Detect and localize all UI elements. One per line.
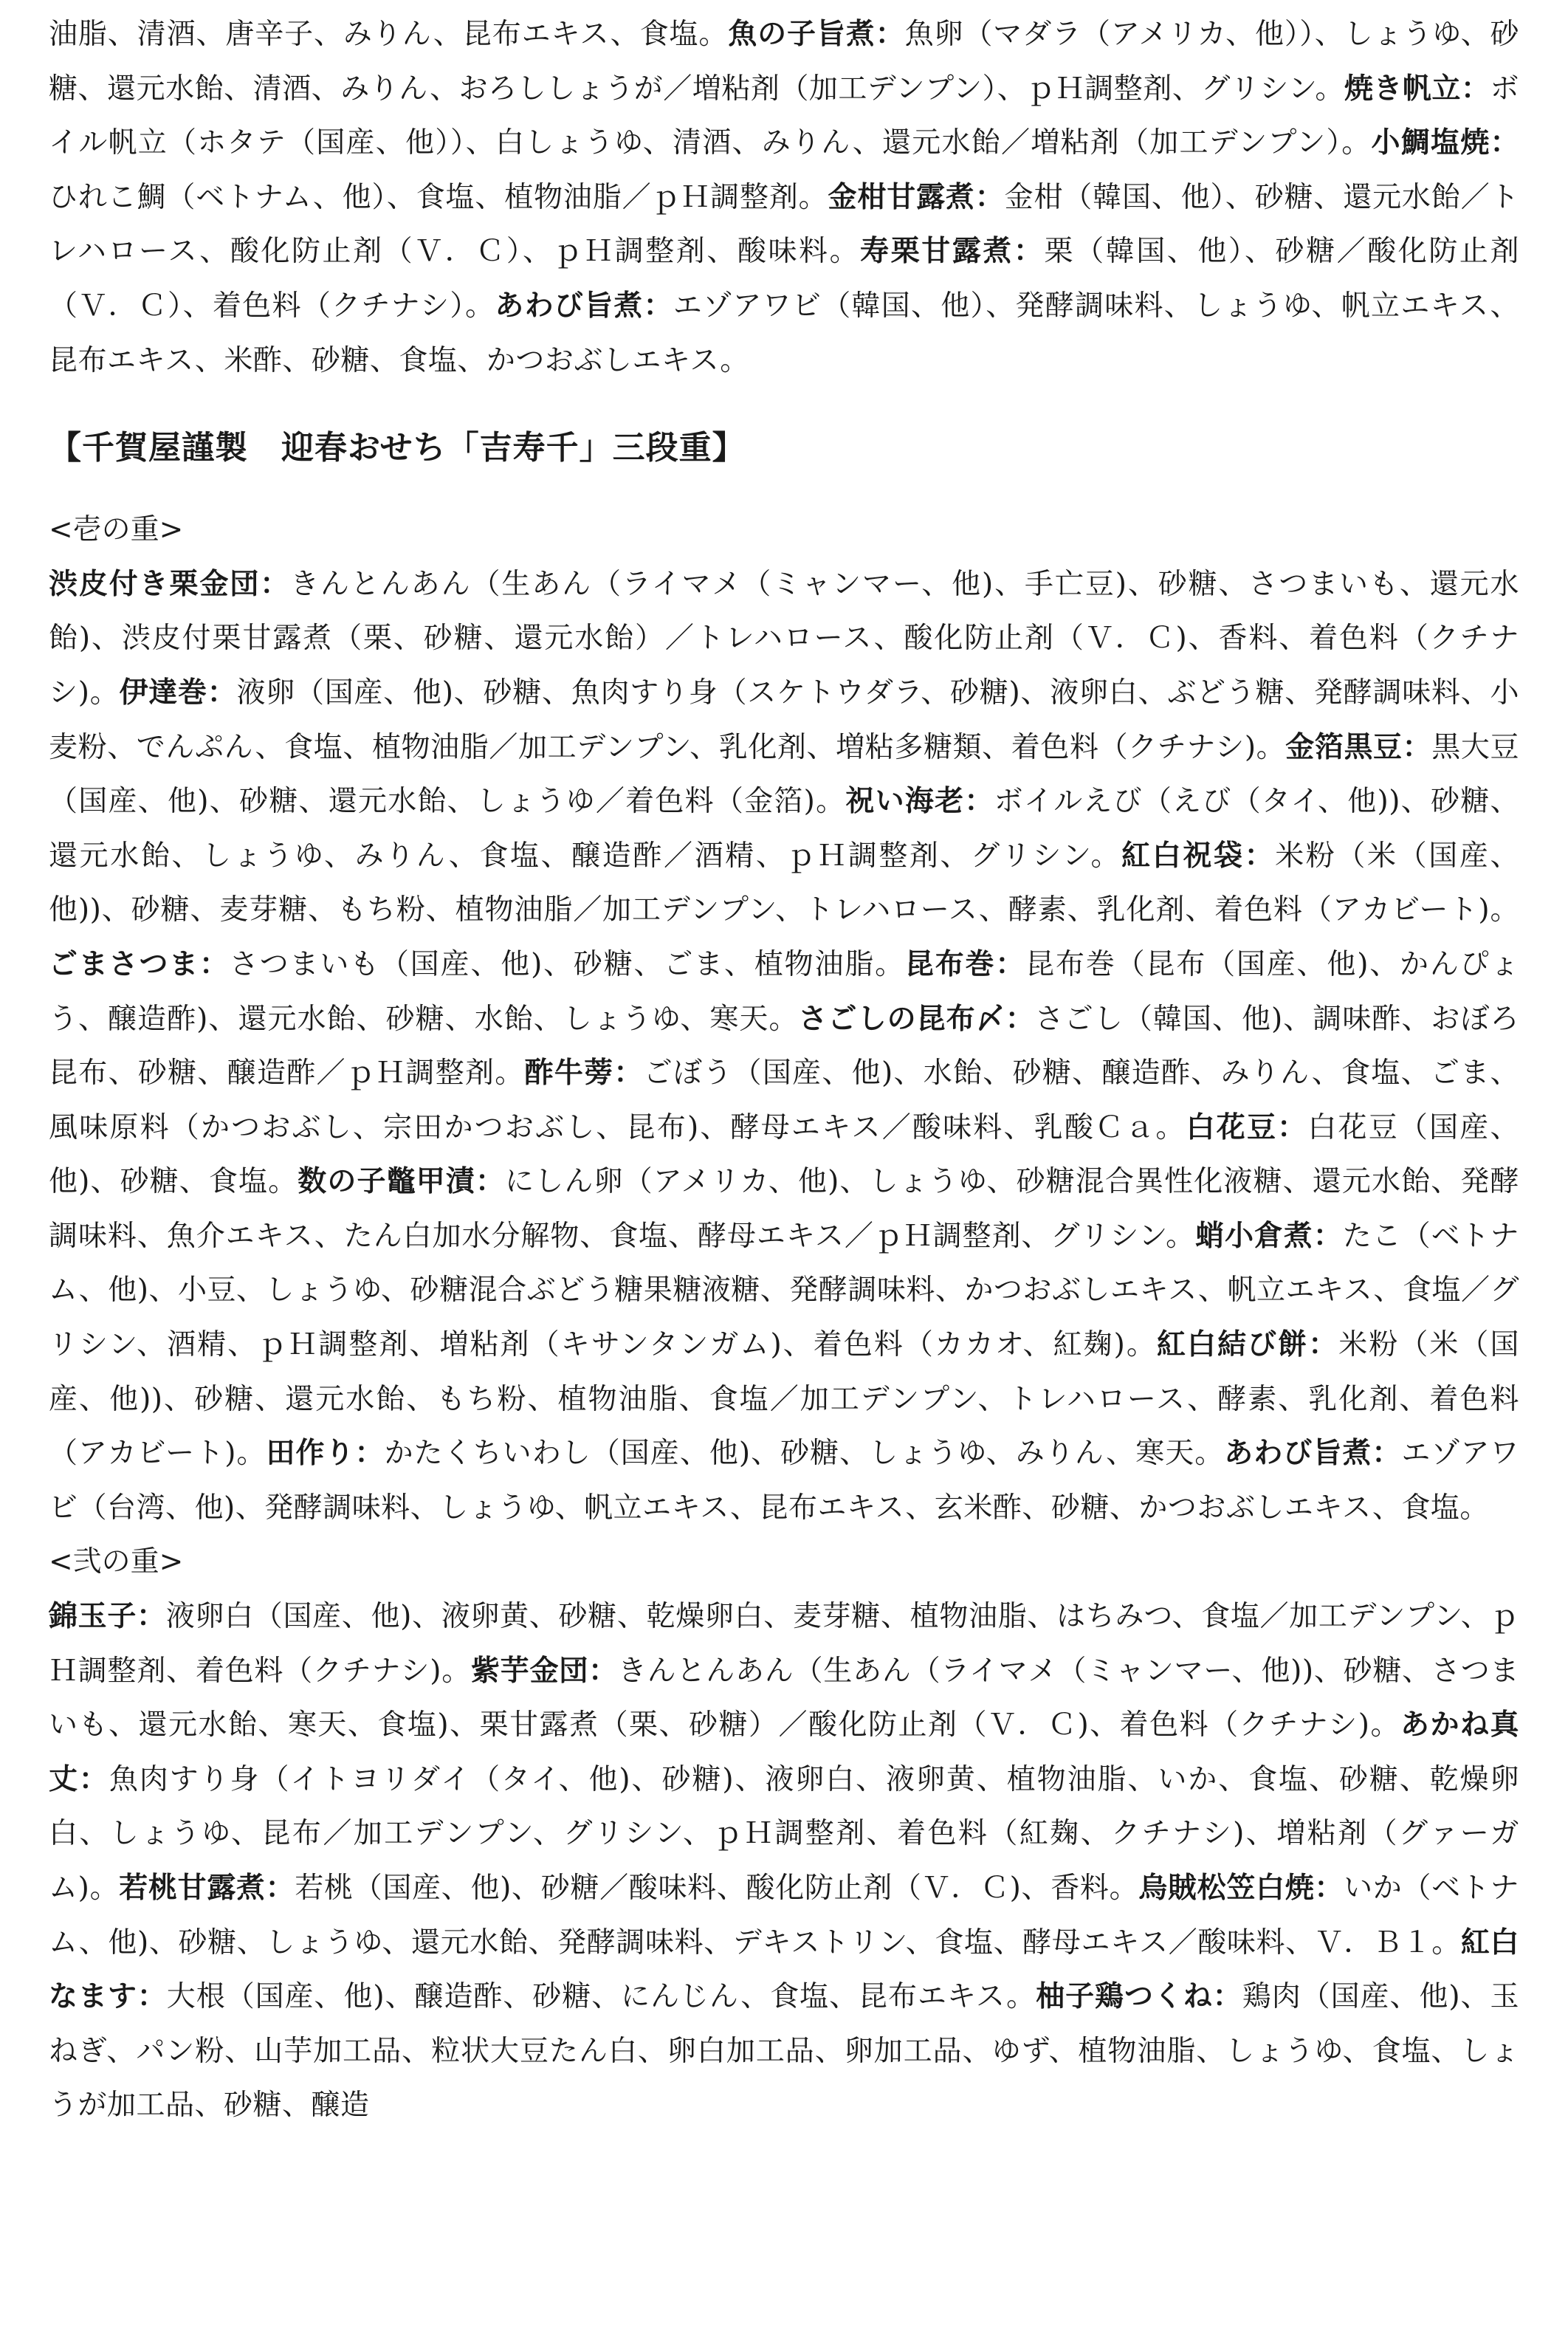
item-text: いか（ベトナム、他)、砂糖、しょうゆ、還元水飴、発酵調味料、デキストリン、食塩、酵母エキス／酸味料、Ｖ．Ｂ１。 (49, 1872, 1519, 1959)
item-name: ごまさつま： (49, 947, 230, 981)
item-name: 昆布巻： (904, 947, 1026, 981)
item-name: 金箔黒豆： (1285, 730, 1432, 764)
item-text: 液卵白（国産、他)、液卵黄、砂糖、乾燥卵白、麦芽糖、植物油脂、はちみつ、食塩／加工デンプン、ｐＨ調整剤、着色料（クチナシ)。 (49, 1600, 1519, 1688)
item-text: たこ（ベトナム、他)、小豆、しょうゆ、砂糖混合ぶどう糖果糖液糖、発酵調味料、かつおぶしエキス、帆立エキス、食塩／グリシン、酒精、ｐＨ調整剤、増粘剤（キサンタンガム)、着色料（カカオ、紅麹)。 (49, 1219, 1519, 1362)
item-name: 紅白なます： (49, 1925, 1519, 2014)
item-text: 白花豆（国産、他)、砂糖、食塩。 (49, 1110, 1519, 1199)
item-text: 若桃（国産、他)、砂糖／酸味料、酸化防止剤（Ｖ．Ｃ)、香料。 (295, 1872, 1139, 1905)
item-name: 若桃甘露煮： (119, 1872, 295, 1905)
item-name: 蛸小倉煮： (1195, 1219, 1343, 1253)
tier1-paragraph (49, 557, 1519, 1536)
section-title: 【千賀屋謹製 迎春おせち「吉寿千」三段重】 (49, 429, 746, 467)
item-text: 魚卵（マダラ（アメリカ、他））、しょうゆ、砂糖、還元水飴、清酒、みりん、おろししょうが／増粘剤（加工デンプン）、ｐＨ調整剤、グリシン。 (49, 18, 1519, 106)
item-text: エゾアワビ（韓国、他）、発酵調味料、しょうゆ、帆立エキス、昆布エキス、米酢、砂糖、食塩、かつおぶしエキス。 (49, 289, 1519, 377)
item-text: きんとんあん（生あん（ライマメ（ミャンマー、他)、手亡豆)、砂糖、さつまいも、還元水飴)、渋皮付栗甘露煮（栗、砂糖、還元水飴）／トレハロース、酸化防止剤（Ｖ．Ｃ)、香料、着色料（クチナシ)。 (49, 567, 1519, 710)
item-name: 寿栗甘露煮： (860, 235, 1045, 269)
item-text: ボイル帆立（ホタテ（国産、他））、白しょうゆ、清酒、みりん、還元水飴／増粘剤（加工デンプン）。 (49, 72, 1519, 160)
item-name: 白花豆： (1186, 1110, 1308, 1144)
item-text: 金柑（韓国、他）、砂糖、還元水飴／トレハロース、酸化防止剤（Ｖ．Ｃ）、ｐＨ調整剤、酸味料。 (49, 180, 1519, 269)
item-name: 紫芋金団： (471, 1654, 618, 1688)
item-name: 紅白結び餅： (1156, 1328, 1339, 1362)
document-page (49, 7, 1519, 2133)
item-name: 小鯛塩焼： (1371, 126, 1519, 160)
item-text: 栗（韓国、他）、砂糖／酸化防止剤（Ｖ．Ｃ）、着色料（クチナシ）。 (49, 235, 1519, 323)
item-name: 錦玉子： (49, 1600, 166, 1634)
tier1-heading: <壱の重> (49, 513, 184, 547)
item-name: 酢牛蒡： (524, 1057, 644, 1090)
item-name: 伊達巻： (119, 676, 237, 710)
item-text: 黒大豆（国産、他)、砂糖、還元水飴、しょうゆ／着色料（金箔)。 (49, 730, 1519, 819)
item-name: 紅白祝袋： (1121, 839, 1276, 873)
item-text: 大根（国産、他)、醸造酢、砂糖、にんじん、食塩、昆布エキス。 (166, 1980, 1036, 2014)
item-text: かたくちいわし（国産、他)、砂糖、しょうゆ、みりん、寒天。 (384, 1437, 1225, 1471)
item-name: あわび旨煮： (495, 289, 673, 323)
item-name: 柚子鶏つくね： (1036, 1980, 1242, 2014)
item-text: 液卵（国産、他)、砂糖、魚肉すり身（スケトウダラ、砂糖)、液卵白、ぶどう糖、発酵調味料、小麦粉、でんぷん、食塩、植物油脂／加工デンプン、乳化剤、増粘多糖類、着色料（クチナシ)。 (49, 676, 1520, 764)
tier2-heading: <弐の重> (49, 1545, 184, 1579)
item-text: さごし（韓国、他)、調味酢、おぼろ昆布、砂糖、醸造酢／ｐＨ調整剤。 (49, 1002, 1519, 1090)
item-text: ひれこ鯛（ベトナム、他）、食塩、植物油脂／ｐＨ調整剤。 (49, 180, 828, 214)
item-text: ボイルえび（えび（タイ、他))、砂糖、還元水飴、しょうゆ、みりん、食塩、醸造酢／酒精、ｐＨ調整剤、グリシン。 (49, 785, 1519, 873)
item-text: にしん卵（アメリカ、他)、しょうゆ、砂糖混合異性化液糖、還元水飴、発酵調味料、魚介エキス、たん白加水分解物、食塩、酵母エキス／ｐＨ調整剤、グリシン。 (49, 1165, 1519, 1253)
item-text: 魚肉すり身（イトヨリダイ（タイ、他)、砂糖)、液卵白、液卵黄、植物油脂、いか、食塩、砂糖、乾燥卵白、しょうゆ、昆布／加工デンプン、グリシン、ｐＨ調整剤、着色料（紅麹、クチナシ)、増粘剤（グァーガム)。 (49, 1762, 1519, 1905)
item-text: さつまいも（国産、他)、砂糖、ごま、植物油脂。 (229, 947, 905, 981)
item-text: きんとんあん（生あん（ライマメ（ミャンマー、他))、砂糖、さつまいも、還元水飴、寒天、食塩)、栗甘露煮（栗、砂糖）／酸化防止剤（Ｖ．Ｃ)、着色料（クチナシ)。 (49, 1654, 1520, 1742)
item-name: あかね真丈： (49, 1708, 1519, 1796)
item-name: さごしの昆布〆： (798, 1002, 1035, 1036)
continued-paragraph (49, 7, 1519, 388)
item-text: 米粉（米（国産、他))、砂糖、還元水飴、もち粉、植物油脂、食塩／加工デンプン、トレハロース、酵素、乳化剤、着色料（アカビート)。 (49, 1328, 1519, 1471)
item-name: 田作り： (266, 1437, 385, 1471)
tier2-paragraph (49, 1590, 1519, 2133)
item-text: ごぼう（国産、他)、水飴、砂糖、醸造酢、みりん、食塩、ごま、風味原料（かつおぶし、宗田かつおぶし、昆布)、酵母エキス／酸味料、乳酸Ｃａ。 (49, 1057, 1519, 1144)
item-text: 米粉（米（国産、他))、砂糖、麦芽糖、もち粉、植物油脂／加工デンプン、トレハロース、酵素、乳化剤、着色料（アカビート)。 (49, 839, 1519, 927)
item-name: 焼き帆立： (1344, 72, 1490, 106)
item-name: 祝い海老： (845, 785, 994, 819)
item-name: 数の子鼈甲漬： (298, 1165, 506, 1199)
item-text: エゾアワビ（台湾、他)、発酵調味料、しょうゆ、帆立エキス、昆布エキス、玄米酢、砂糖、かつおぶしエキス、食塩。 (49, 1437, 1519, 1525)
item-text: 昆布巻（昆布（国産、他)、かんぴょう、醸造酢)、還元水飴、砂糖、水飴、しょうゆ、寒天。 (49, 947, 1519, 1036)
continued-lead-text: 油脂、清酒、唐辛子、みりん、昆布エキス、食塩。 (49, 18, 729, 51)
item-name: 渋皮付き栗金団： (49, 567, 291, 601)
item-name: 魚の子旨煮： (728, 18, 905, 51)
item-name: 烏賊松笠白焼： (1138, 1872, 1344, 1905)
item-name: あわび旨煮： (1224, 1437, 1402, 1471)
item-name: 金柑甘露煮： (828, 180, 1005, 214)
item-text: 鶏肉（国産、他)、玉ねぎ、パン粉、山芋加工品、粒状大豆たん白、卵白加工品、卵加工品、ゆず、植物油脂、しょうゆ、食塩、しょうが加工品、砂糖、醸造 (49, 1980, 1519, 2123)
